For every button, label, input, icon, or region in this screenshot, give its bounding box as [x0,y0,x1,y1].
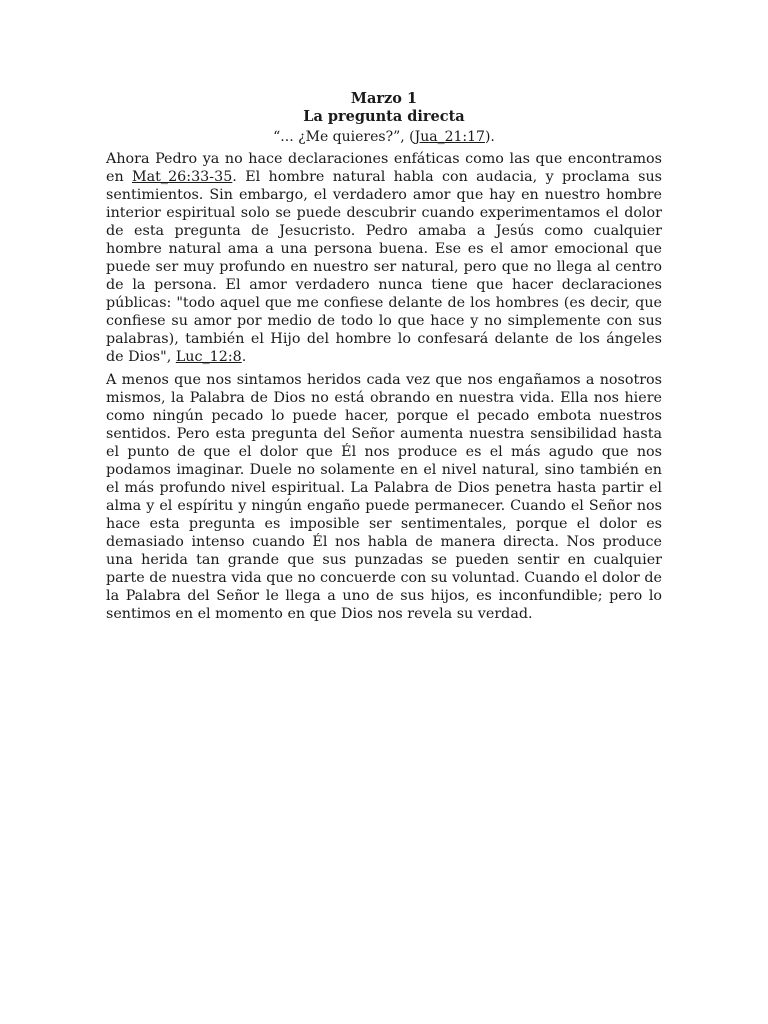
page-title: La pregunta directa [303,108,465,125]
paragraph-2: A menos que nos sintamos heridos cada vez que nos engañamos a nosotros mismos, la Palabra de Dios no está obrando en nuestra vida. Ella nos hiere como ningún pecado lo puede hacer, porque el pecado embota nuestros sentidos. Pero esta pregunta del Señor aumenta nuestra sensibilidad hasta el punto de que el dolor que Él nos produce es el más agudo que nos podamos imaginar. Duele no solamente en el nivel natural, sino también en el más profundo nivel espiritual. La Palabra de Dios penetra hasta partir el alma y el espíritu y ningún engaño puede permanecer. Cuando el Señor nos hace esta pregunta es imposible ser sentimentales, porque el dolor es demasiado intenso cuando Él nos habla de manera directa. Nos produce una herida tan grande que sus punzadas se pueden sentir en cualquier parte de nuestra vida que no concuerde con su voluntad. Cuando el dolor de la Palabra del Señor le llega a uno de sus hijos, es inconfundible; pero lo sentimos en el momento en que Dios nos revela su verdad. [106,372,662,622]
scripture-link-mat[interactable]: Mat_26:33-35 [132,169,233,185]
verse-quote: “... ¿Me quieres?”, ( [273,129,415,145]
paragraph-1 [106,150,662,366]
paragraph-1-text-a: Ahora Pedro ya no hace declaraciones enfáticas como las que encontramos en [106,151,662,185]
verse-line [106,128,662,146]
paragraph-1-text-c: . [241,349,247,365]
verse-end: ). [484,129,495,145]
scripture-link-luc[interactable]: Luc_12:8 [175,349,242,365]
paragraph-1-text-b: . El hombre natural habla con audacia, y proclama sus sentimientos. Sin embargo, el verdadero amor que hay en nuestro hombre interior espiritual solo se puede descubrir cuando experimentamos el dolor de esta pregunta de Jesucristo. Pedro amaba a Jesús como cualquier hombre natural ama a una persona buena. Ese es el amor emocional que puede ser muy profundo en nuestro ser natural, pero que no llega al centro de la persona. El amor verdadero nunca tiene que hacer declaraciones públicas: "todo aquel que me confiese delante de los hombres (es decir, que confiese su amor por medio de todo lo que hace y no simplemente con sus palabras), también el Hijo del hombre lo confesará delante de los ángeles de Dios", [106,169,662,365]
document-page [106,90,662,628]
date-heading: Marzo 1 [350,90,418,107]
verse-reference-link[interactable]: Jua_21:17 [414,129,485,145]
